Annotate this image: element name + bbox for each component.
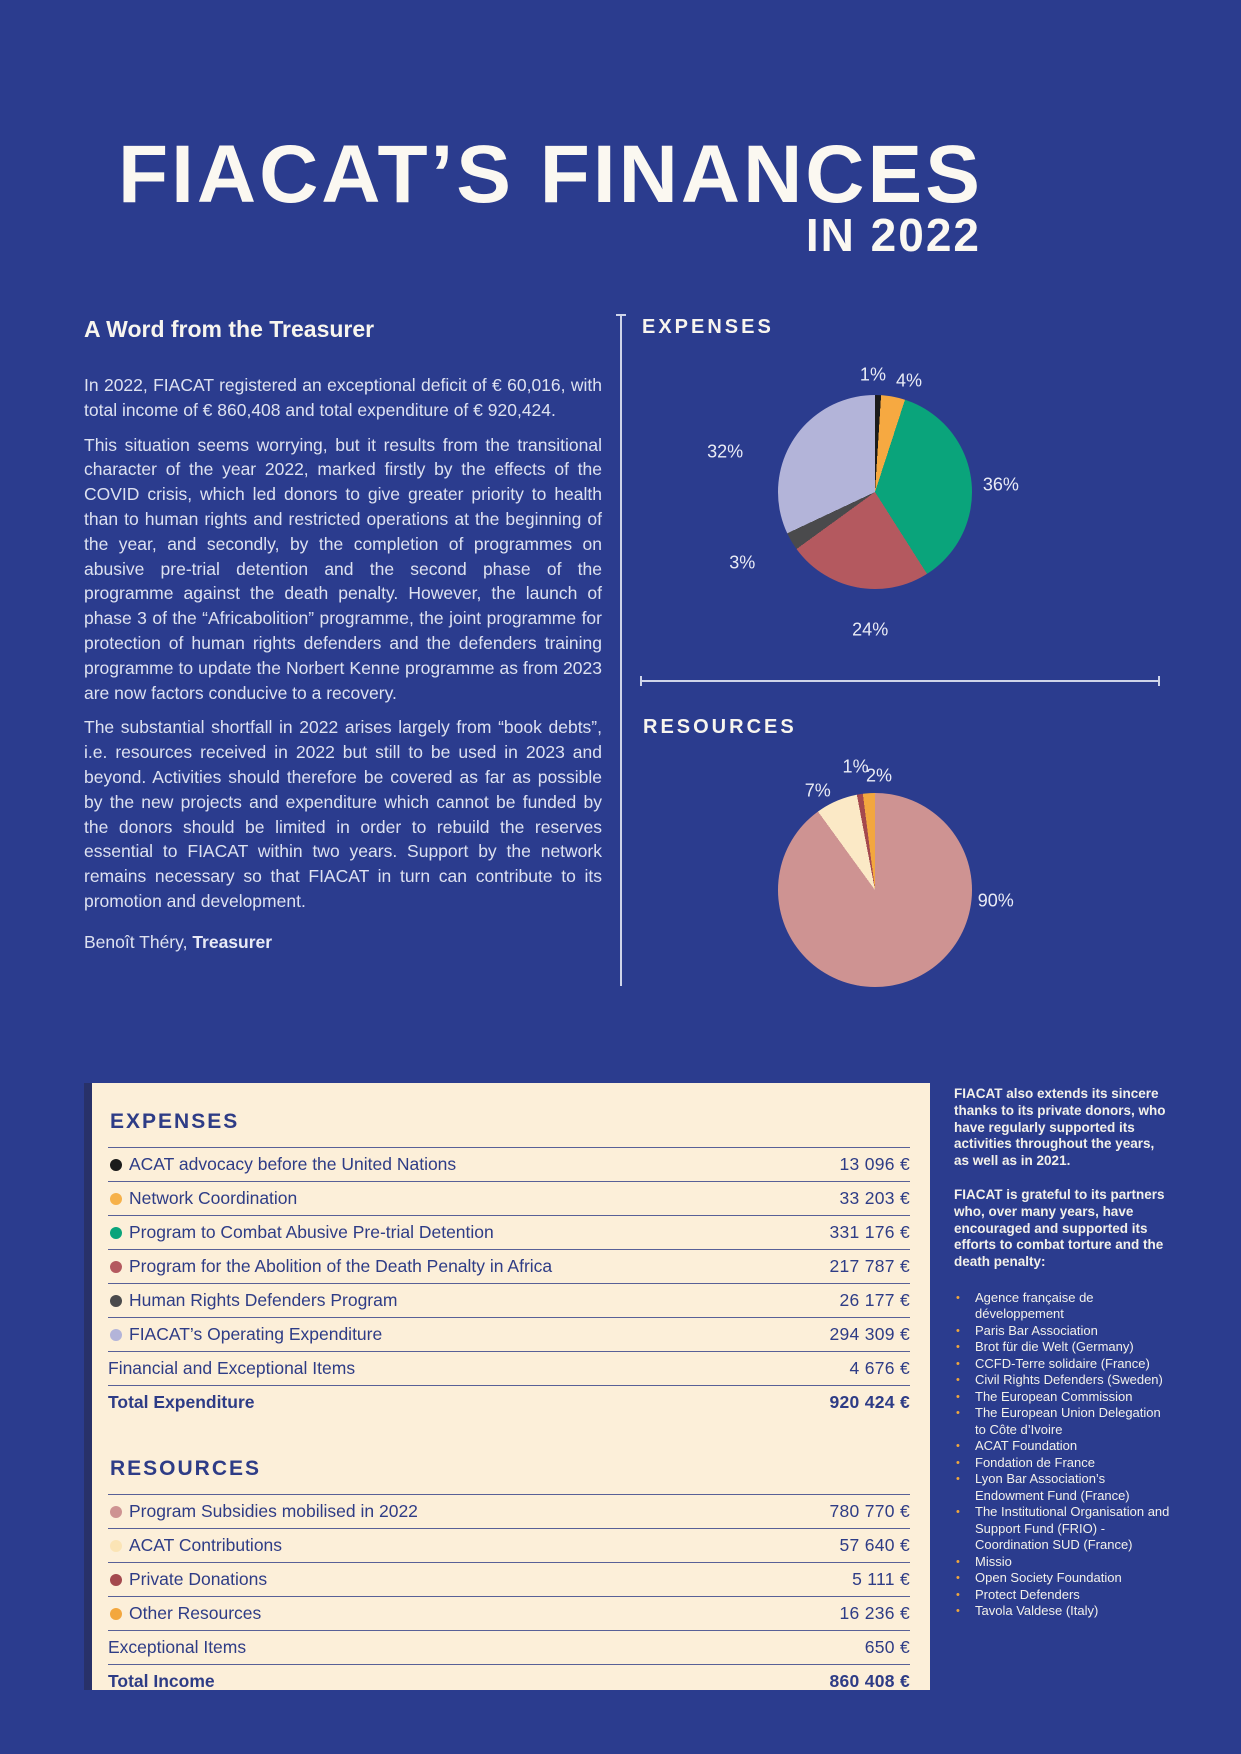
bullet-icon: • <box>956 1390 960 1403</box>
expenses-chart-title: EXPENSES <box>642 316 774 338</box>
row-value: 4 676 € <box>849 1358 910 1378</box>
row-value: 920 424 € <box>829 1392 910 1412</box>
treasurer-section <box>84 316 602 970</box>
partner-name: Protect Defenders <box>975 1586 1080 1602</box>
partner-name: The Institutional Organisation and Support Fund (FRIO) -Coordination SUD (France) <box>975 1504 1170 1553</box>
signature-role: Treasurer <box>192 931 273 952</box>
bullet-icon: • <box>956 1588 960 1601</box>
row-label: Exceptional Items <box>108 1637 247 1657</box>
partner-name: Open Society Foundation <box>975 1570 1122 1586</box>
row-label: Human Rights Defenders Program <box>129 1290 398 1310</box>
table-resources-heading: RESOURCES <box>110 1457 262 1480</box>
donors-thanks-text: FIACAT also extends its sincere thanks to its private donors, who have regularly supported its activities throughout the years, as well as in 2021. <box>954 1086 1166 1169</box>
partner-name: Civil Rights Defenders (Sweden) <box>975 1372 1163 1388</box>
expenses-pie-chart <box>778 395 972 589</box>
partner-list-item <box>954 1554 1172 1571</box>
table-row <box>108 1596 910 1630</box>
legend-dot-icon <box>110 1159 122 1171</box>
pie-slice-label: 1% <box>859 364 886 385</box>
bullet-icon: • <box>956 1473 960 1486</box>
row-label: ACAT advocacy before the United Nations <box>129 1154 457 1174</box>
page-subtitle: IN 2022 <box>805 209 981 261</box>
partner-list-item <box>954 1323 1172 1340</box>
partner-list-item <box>954 1356 1172 1373</box>
bullet-icon: • <box>956 1357 960 1370</box>
treasurer-paragraph: The substantial shortfall in 2022 arises largely from “book debts”, i.e. resources received in 2022 but still to be used in 2023 and beyond. Activities should therefore be covered as far as possible by the new projects and expenditure which cannot be funded by the donors should be limited in order to rebuild the reserves essential to FIACAT within two years. Support by the network remains necessary so that FIACAT in turn can contribute to its promotion and development. <box>84 717 602 911</box>
page-title: FIACAT’S FINANCES <box>118 129 983 220</box>
expenses-table <box>108 1147 910 1419</box>
resources-table <box>108 1494 910 1698</box>
partner-list-item <box>954 1455 1172 1472</box>
partner-name: ACAT Foundation <box>975 1438 1078 1454</box>
table-row <box>108 1385 910 1419</box>
row-label: Program to Combat Abusive Pre-trial Detention <box>129 1222 494 1242</box>
pie-slice-label: 24% <box>852 619 889 640</box>
row-value: 57 640 € <box>839 1535 910 1555</box>
partner-list-item <box>954 1603 1172 1620</box>
table-row <box>108 1494 910 1528</box>
row-value: 780 770 € <box>829 1501 910 1521</box>
signature-name: Benoît Théry, <box>84 931 193 952</box>
partner-name: CCFD-Terre solidaire (France) <box>975 1355 1150 1371</box>
row-value: 217 787 € <box>829 1256 910 1276</box>
legend-dot-icon <box>110 1329 122 1341</box>
row-label: ACAT Contributions <box>129 1535 283 1555</box>
bullet-icon: • <box>956 1440 960 1453</box>
row-value: 26 177 € <box>839 1290 910 1310</box>
row-value: 331 176 € <box>829 1222 910 1242</box>
pie-slice-label: 1% <box>842 756 869 777</box>
legend-dot-icon <box>110 1540 122 1552</box>
pie-slice-label: 32% <box>707 441 744 462</box>
treasurer-paragraph: In 2022, FIACAT registered an exceptional deficit of € 60,016, with total income of € 860,408 and total expenditure of € 920,424. <box>84 375 602 420</box>
table-expenses-heading: EXPENSES <box>110 1110 240 1133</box>
row-label: Total Expenditure <box>108 1392 255 1412</box>
partner-list-item <box>954 1587 1172 1604</box>
pie-slice-label: 2% <box>865 765 892 786</box>
table-row <box>108 1317 910 1351</box>
partner-name: Paris Bar Association <box>975 1322 1098 1338</box>
acknowledgements-sidebar <box>954 1086 1172 1620</box>
legend-dot-icon <box>110 1506 122 1518</box>
bullet-icon: • <box>956 1407 960 1420</box>
bullet-icon: • <box>956 1374 960 1387</box>
partner-name: Brot für die Welt (Germany) <box>975 1339 1134 1355</box>
bullet-icon: • <box>956 1605 960 1618</box>
bullet-icon: • <box>956 1506 960 1519</box>
charts-column <box>620 316 1190 1006</box>
row-label: FIACAT’s Operating Expenditure <box>129 1324 383 1344</box>
row-label: Financial and Exceptional Items <box>108 1358 356 1378</box>
resources-chart-title: RESOURCES <box>643 716 797 738</box>
table-row <box>108 1351 910 1385</box>
partner-name: Fondation de France <box>975 1454 1095 1470</box>
row-label: Other Resources <box>129 1603 262 1623</box>
horizontal-divider <box>640 680 1160 682</box>
table-row <box>108 1562 910 1596</box>
pie-slice-label: 36% <box>982 474 1019 495</box>
partner-name: The European Commission <box>975 1388 1133 1404</box>
partner-name: Tavola Valdese (Italy) <box>975 1603 1099 1619</box>
row-label: Program Subsidies mobilised in 2022 <box>129 1501 418 1521</box>
partner-name: The European Union Delegation to Côte d’Ivoire <box>975 1405 1161 1437</box>
row-label: Total Income <box>108 1671 215 1691</box>
row-value: 33 203 € <box>839 1188 910 1208</box>
treasurer-heading: A Word from the Treasurer <box>84 316 375 342</box>
bullet-icon: • <box>956 1291 960 1304</box>
bullet-icon: • <box>956 1456 960 1469</box>
legend-dot-icon <box>110 1295 122 1307</box>
partner-list-item <box>954 1471 1172 1504</box>
partners-intro-text: FIACAT is grateful to its partners who, over many years, have encouraged and supported its efforts to combat torture and the death penalty: <box>954 1186 1165 1270</box>
pie-slice-label: 4% <box>896 370 923 391</box>
treasurer-signature <box>84 932 602 953</box>
table-row <box>108 1249 910 1283</box>
row-value: 16 236 € <box>839 1603 910 1623</box>
row-value: 5 111 € <box>852 1569 910 1589</box>
resources-pie-chart <box>778 793 972 987</box>
row-label: Network Coordination <box>129 1188 298 1208</box>
partners-list <box>954 1290 1172 1620</box>
row-value: 13 096 € <box>839 1154 910 1174</box>
legend-dot-icon <box>110 1193 122 1205</box>
table-row <box>108 1283 910 1317</box>
partner-list-item <box>954 1405 1172 1438</box>
row-value: 294 309 € <box>829 1324 910 1344</box>
legend-dot-icon <box>110 1574 122 1586</box>
partner-name: Agence française de développement <box>975 1289 1094 1322</box>
table-row <box>108 1147 910 1181</box>
partner-name: Lyon Bar Association’s Endowment Fund (France) <box>975 1471 1130 1503</box>
table-row <box>108 1181 910 1215</box>
partner-list-item <box>954 1504 1172 1554</box>
treasurer-paragraph: This situation seems worrying, but it results from the transitional character of the year 2022, marked firstly by the effects of the COVID crisis, which led donors to give greater priority to health than to human rights and restricted operations at the beginning of the year, and secondly, by the completion of programmes on abusive pre-trial detention and the second phase of the programme against the death penalty. However, the launch of phase 3 of the “Africabolition” programme, the joint programme for protection of human rights defenders and the defenders training programme to update the Norbert Kenne programme as from 2023 are now factors conducive to a recovery. <box>84 434 602 703</box>
partner-list-item <box>954 1389 1172 1406</box>
partner-list-item <box>954 1570 1172 1587</box>
partner-name: Missio <box>975 1553 1012 1569</box>
pie-slice-label: 90% <box>977 890 1014 911</box>
table-row <box>108 1528 910 1562</box>
partner-list-item <box>954 1339 1172 1356</box>
financial-table-panel <box>84 1083 930 1690</box>
table-row <box>108 1630 910 1664</box>
pie-slice-label: 7% <box>804 780 831 801</box>
table-row <box>108 1664 910 1698</box>
partner-list-item <box>954 1290 1172 1323</box>
table-row <box>108 1215 910 1249</box>
legend-dot-icon <box>110 1227 122 1239</box>
bullet-icon: • <box>956 1555 960 1568</box>
row-value: 650 € <box>864 1637 910 1657</box>
row-label: Private Donations <box>129 1569 268 1589</box>
legend-dot-icon <box>110 1608 122 1620</box>
partner-list-item <box>954 1438 1172 1455</box>
bullet-icon: • <box>956 1324 960 1337</box>
pie-slice-label: 3% <box>729 552 756 573</box>
bullet-icon: • <box>956 1341 960 1354</box>
legend-dot-icon <box>110 1261 122 1273</box>
row-value: 860 408 € <box>829 1671 910 1691</box>
row-label: Program for the Abolition of the Death Penalty in Africa <box>129 1256 553 1276</box>
partner-list-item <box>954 1372 1172 1389</box>
bullet-icon: • <box>956 1572 960 1585</box>
